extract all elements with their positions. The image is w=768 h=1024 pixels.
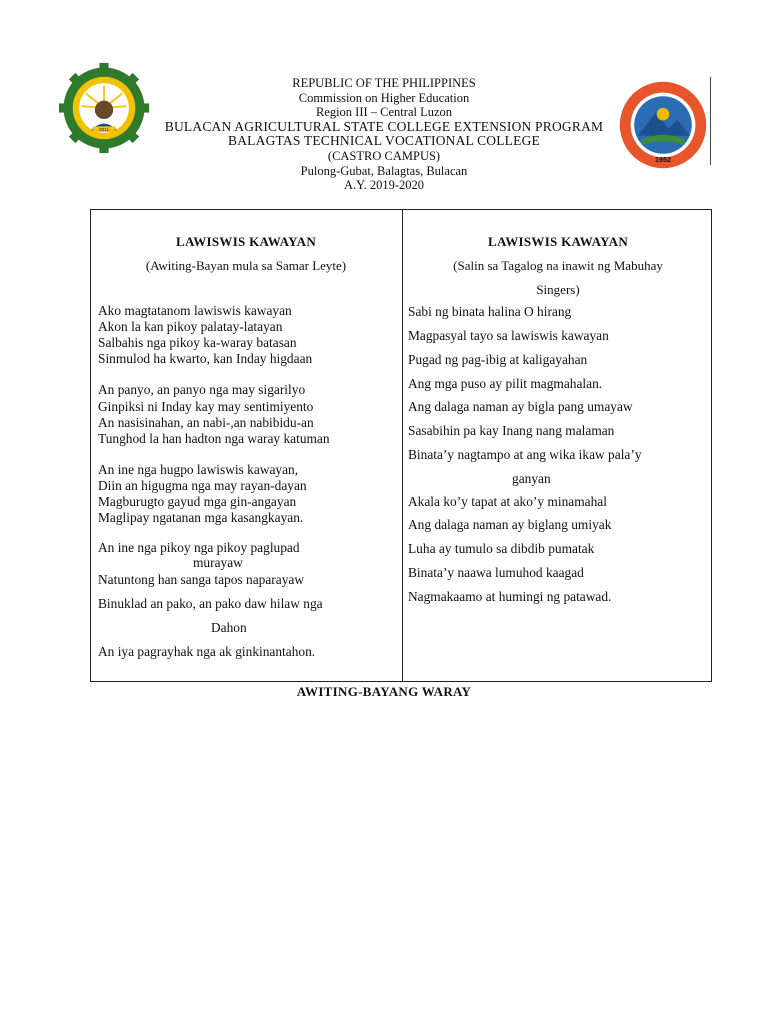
bulacan-agricultural-state-college-seal-icon (618, 80, 708, 170)
waray-line: Akon la kan pikoy palatay-latayan (98, 319, 283, 334)
waray-line: Diin an higugma nga may rayan-dayan (98, 478, 307, 493)
tagalog-line: Akala ko’y tapat at ako’y minamahal (408, 494, 607, 509)
waray-title: LAWISWIS KAWAYAN (175, 234, 317, 249)
tagalog-line: Sasabihin pa kay Inang nang malaman (408, 423, 615, 438)
document-header (150, 76, 618, 193)
tagalog-line: Luha ay tumulo sa dibdib pumatak (408, 541, 595, 556)
tagalog-title: LAWISWIS KAWAYAN (487, 234, 629, 249)
header-line-ched: Commission on Higher Education (298, 90, 470, 105)
header-line-address: Pulong-Gubat, Balagtas, Bulacan (300, 163, 468, 178)
waray-subtitle: (Awiting-Bayan mula sa Samar Leyte) (145, 258, 347, 273)
waray-line: Tunghod la han hadton nga waray katuman (98, 431, 330, 446)
table-caption: AWITING-BAYANG WARAY (296, 684, 472, 699)
header-line-college: BULACAN AGRICULTURAL STATE COLLEGE EXTENSION PROGRAM (164, 118, 604, 134)
waray-line: Salbahis nga pikoy ka-waray batasan (98, 335, 297, 350)
tagalog-line: Binata’y nagtampo at ang wika ikaw pala’y (408, 447, 642, 462)
waray-line: Maglipay ngatanan mga kasangkayan. (98, 510, 304, 525)
header-line-republic: REPUBLIC OF THE PHILIPPINES (292, 76, 476, 90)
tagalog-line: ganyan (512, 471, 551, 486)
tagalog-line: Ang dalaga naman ay biglang umiyak (408, 517, 612, 532)
waray-line: An iya pagrayhak nga ak ginkinantahon. (98, 644, 316, 659)
tagalog-subtitle-line: (Salin sa Tagalog na inawit ng Mabuhay (453, 258, 663, 273)
tagalog-line: Nagmakaamo at humingi ng patawad. (408, 589, 612, 604)
waray-line: Sinmulod ha kwarto, kan Inday higdaan (98, 351, 313, 366)
waray-line: An panyo, an panyo nga may sigarilyo (98, 382, 306, 397)
logo-left-year: 2011 (99, 127, 109, 132)
tagalog-line: Binata’y naawa lumuhod kaagad (408, 565, 584, 580)
technical-vocational-seal-icon (58, 62, 150, 154)
tagalog-line: Magpasyal tayo sa lawiswis kawayan (408, 328, 609, 343)
tagalog-line: Ang dalaga naman ay bigla pang umayaw (408, 399, 633, 414)
waray-line: Dahon (211, 620, 247, 635)
tagalog-line: Ang mga puso ay pilit magmahalan. (408, 376, 603, 391)
tagalog-subtitle-line: Singers) (536, 282, 580, 297)
waray-line: Binuklad an pako, an pako daw hilaw nga (98, 596, 323, 611)
waray-line: Ako magtatanom lawiswis kawayan (98, 303, 292, 318)
poem-table (90, 209, 712, 682)
logo-right-year: 1952 (655, 154, 671, 164)
tagalog-line: Sabi ng binata halina O hirang (408, 304, 572, 319)
logo-divider (710, 77, 711, 165)
waray-line: Ginpiksi ni Inday kay may sentimiyento (98, 399, 314, 414)
header-line-school-year: A.Y. 2019-2020 (344, 178, 424, 193)
header-line-campus: (CASTRO CAMPUS) (327, 148, 441, 163)
waray-line: Magburugto gayud mga gin-angayan (98, 494, 297, 509)
header-line-school: BALAGTAS TECHNICAL VOCATIONAL COLLEGE (228, 133, 540, 149)
column-divider (402, 210, 403, 681)
waray-line: Natuntong han sanga tapos naparayaw (98, 572, 304, 587)
header-line-region: Region III – Central Luzon (315, 105, 453, 120)
tagalog-line: Pugad ng pag-ibig at kaligayahan (408, 352, 588, 367)
waray-line: An nasisinahan, an nabi-,an nabibidu-an (98, 415, 314, 430)
waray-line: murayaw (193, 555, 243, 570)
waray-line: An ine nga pikoy nga pikoy paglupad (98, 540, 300, 555)
waray-line: An ine nga hugpo lawiswis kawayan, (98, 462, 299, 477)
